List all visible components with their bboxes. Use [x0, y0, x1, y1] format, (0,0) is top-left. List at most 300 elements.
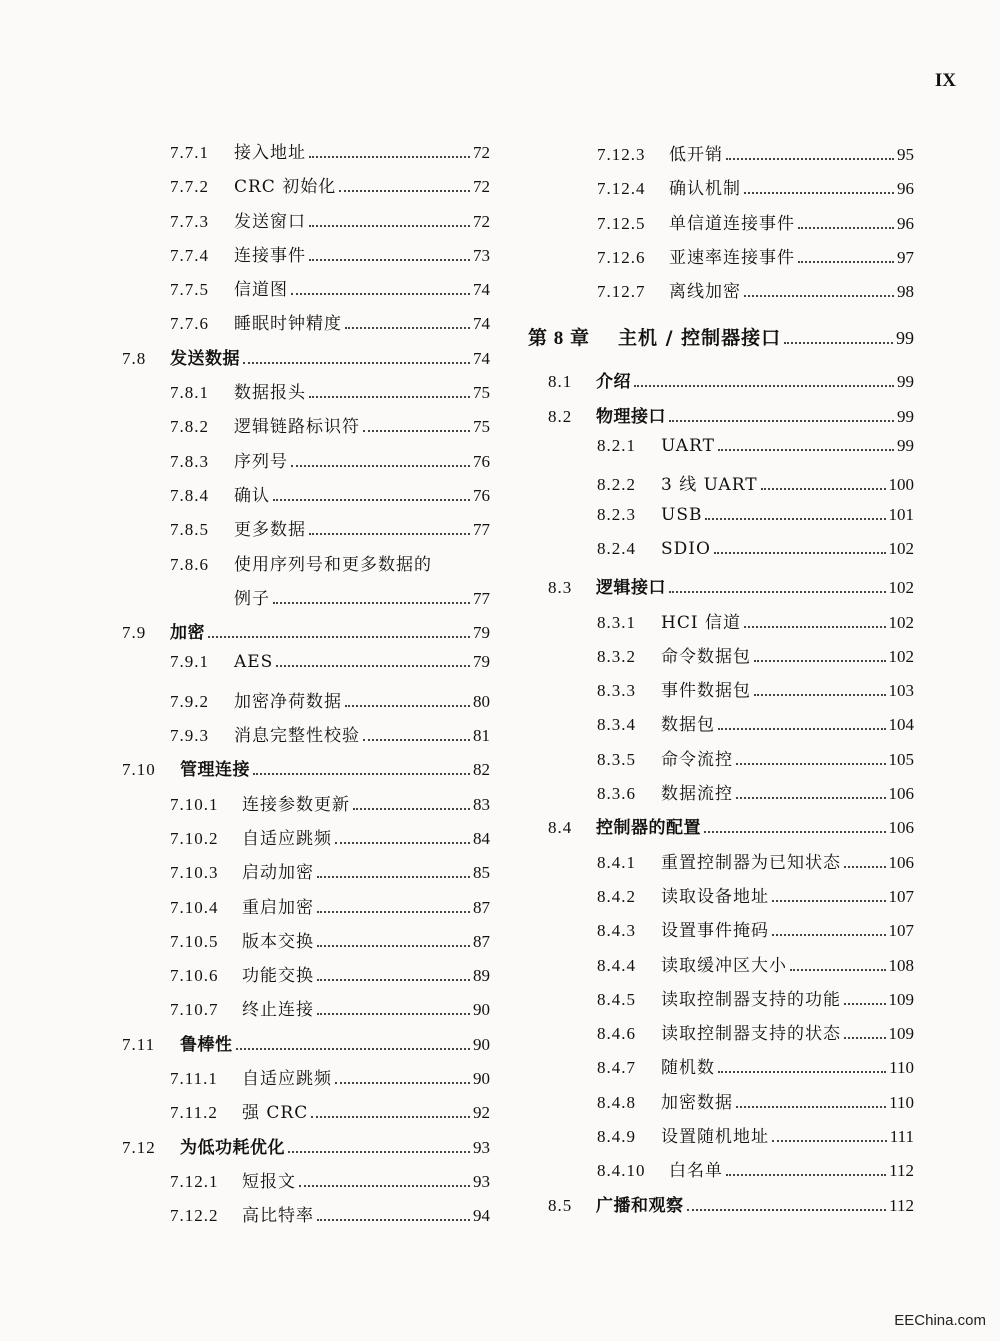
- toc-entry-page: 90: [473, 1034, 490, 1054]
- toc-entry-title: 低开销: [669, 145, 723, 165]
- toc-entry-number: 8.4.1: [597, 852, 636, 872]
- toc-entry-page: 103: [888, 681, 914, 701]
- toc-entry-page: 102: [888, 612, 914, 632]
- toc-entry-title: 自适应跳频: [242, 828, 332, 849]
- toc-subsection-entry[interactable]: [528, 277, 914, 311]
- toc-entry-title: AES: [234, 652, 274, 673]
- toc-entry-page: 92: [473, 1103, 490, 1123]
- toc-entry-title: 读取设备地址: [661, 886, 769, 907]
- toc-entry-page: 110: [889, 1092, 914, 1112]
- dot-leader: [844, 1003, 886, 1005]
- dot-leader: [309, 396, 470, 398]
- toc-entry-number: 8.4.10: [597, 1161, 646, 1181]
- toc-entry-page: 102: [888, 578, 914, 598]
- toc-entry-page: 82: [473, 760, 490, 780]
- toc-entry-title: 数据报头: [234, 383, 306, 404]
- toc-section-entry[interactable]: [118, 755, 490, 789]
- toc-subsection-entry[interactable]: [118, 790, 490, 824]
- toc-entry-number: 8.3.1: [597, 612, 636, 632]
- toc-subsection-entry[interactable]: [118, 481, 490, 515]
- dot-leader: [363, 430, 470, 432]
- toc-entry-title: 设置事件掩码: [661, 921, 769, 942]
- toc-entry-number: 8.3.2: [597, 646, 636, 666]
- toc-entry-title: 消息完整性校验: [234, 726, 360, 747]
- toc-entry-page: 100: [888, 475, 914, 495]
- toc-entry-number: 8.3.3: [597, 681, 636, 701]
- dot-leader: [253, 773, 470, 775]
- toc-entry-page: 96: [897, 179, 914, 199]
- watermark: EEChina.com: [894, 1312, 986, 1329]
- toc-entry-number: 7.12.6: [597, 247, 646, 267]
- toc-entry-page: 72: [473, 211, 490, 231]
- dot-leader: [291, 293, 470, 295]
- toc-entry-number: 7.9.3: [170, 726, 209, 746]
- toc-entry-title: 事件数据包: [661, 681, 751, 702]
- toc-subsection-entry[interactable]: [118, 1167, 490, 1201]
- toc-entry-number: 8.4.5: [597, 989, 636, 1009]
- toc-entry-page: 97: [897, 247, 914, 267]
- dot-leader: [705, 518, 885, 520]
- toc-entry-page: 112: [889, 1161, 914, 1181]
- toc-entry-number: 7.12.4: [597, 179, 646, 199]
- toc-entry-page: 77: [473, 520, 490, 540]
- toc-entry-page: 90: [473, 1069, 490, 1089]
- toc-entry-number: 7.8: [122, 348, 147, 368]
- toc-subsection-entry[interactable]: [118, 824, 490, 858]
- toc-entry-title: 管理连接: [180, 760, 250, 781]
- toc-subsection-entry[interactable]: [528, 916, 914, 950]
- dot-leader: [345, 705, 470, 707]
- toc-entry-page: 80: [473, 691, 490, 711]
- toc-entry-number: 8.4.9: [597, 1127, 636, 1147]
- toc-entry-number: 7.7.6: [170, 314, 209, 334]
- dot-leader: [744, 295, 894, 297]
- toc-subsection-entry[interactable]: [528, 436, 914, 470]
- dot-leader: [736, 763, 886, 765]
- toc-entry-title: 重置控制器为已知状态: [661, 852, 841, 873]
- dot-leader: [687, 1209, 887, 1211]
- toc-entry-number: 8.4.4: [597, 955, 636, 975]
- toc-subsection-entry[interactable]: [118, 584, 490, 618]
- toc-section-entry[interactable]: [118, 344, 490, 378]
- toc-chapter-entry[interactable]: [528, 323, 914, 365]
- toc-entry-page: 79: [473, 623, 490, 643]
- toc-entry-number: 8.3.4: [597, 715, 636, 735]
- toc-entry-number: 7.7.4: [170, 245, 209, 265]
- toc-entry-number: 7.10.5: [170, 931, 219, 951]
- dot-leader: [291, 465, 470, 467]
- toc-entry-page: 99: [897, 436, 914, 456]
- toc-subsection-entry[interactable]: [528, 243, 914, 277]
- toc-subsection-entry[interactable]: [118, 927, 490, 961]
- dot-leader: [335, 842, 470, 844]
- toc-entry-page: 74: [473, 348, 490, 368]
- toc-entry-page: 104: [888, 715, 914, 735]
- toc-entry-number: 7.10.3: [170, 863, 219, 883]
- toc-entry-number: 7.11.2: [170, 1103, 218, 1123]
- toc-entry-number: 7.12.2: [170, 1206, 219, 1226]
- toc-entry-number: 8.4.8: [597, 1092, 636, 1112]
- toc-entry-page: 98: [897, 282, 914, 302]
- toc-subsection-entry[interactable]: [118, 515, 490, 549]
- toc-entry-title: 确认: [234, 485, 270, 506]
- toc-entry-title: 发送数据: [170, 348, 240, 369]
- toc-entry-number: 8.4.3: [597, 921, 636, 941]
- toc-subsection-entry[interactable]: [118, 309, 490, 343]
- toc-subsection-entry[interactable]: [118, 172, 490, 206]
- toc-subsection-entry[interactable]: [528, 676, 914, 710]
- toc-entry-page: 95: [897, 145, 914, 164]
- toc-subsection-entry[interactable]: [118, 241, 490, 275]
- toc-entry-page: 76: [473, 485, 490, 505]
- toc-entry-number: 7.7.3: [170, 211, 209, 231]
- dot-leader: [345, 327, 470, 329]
- toc-entry-page: 75: [473, 417, 490, 437]
- dot-leader: [744, 192, 894, 194]
- dot-leader: [317, 911, 470, 913]
- toc-section-entry[interactable]: [528, 813, 914, 847]
- dot-leader: [363, 739, 470, 741]
- toc-entry-title: 读取缓冲区大小: [661, 955, 787, 976]
- toc-subsection-entry[interactable]: [528, 710, 914, 744]
- dot-leader: [309, 225, 470, 227]
- toc-entry-page: 83: [473, 794, 490, 814]
- toc-entry-number: 7.8.6: [170, 554, 209, 574]
- toc-entry-page: 102: [888, 646, 914, 666]
- toc-entry-title: 数据包: [661, 715, 715, 736]
- dot-leader: [772, 934, 886, 936]
- toc-entry-title: CRC 初始化: [234, 177, 337, 198]
- toc-subsection-entry[interactable]: [118, 207, 490, 241]
- dot-leader: [669, 420, 894, 422]
- toc-entry-title: 信道图: [234, 280, 288, 301]
- toc-entry-number: 7.10.4: [170, 897, 219, 917]
- dot-leader: [718, 728, 886, 730]
- toc-subsection-entry[interactable]: [118, 961, 490, 995]
- dot-leader: [288, 1151, 470, 1153]
- dot-leader: [714, 552, 886, 554]
- toc-subsection-entry[interactable]: [118, 138, 490, 172]
- toc-entry-title: 逻辑接口: [596, 578, 666, 599]
- dot-leader: [772, 900, 886, 902]
- toc-entry-page: 94: [473, 1206, 490, 1226]
- toc-subsection-entry[interactable]: [528, 745, 914, 779]
- toc-entry-number: 7.10.7: [170, 1000, 219, 1020]
- toc-entry-title: 物理接口: [596, 406, 666, 427]
- toc-entry-number: 8.2.1: [597, 436, 636, 456]
- toc-entry-title: 单信道连接事件: [669, 213, 795, 234]
- toc-entry-page: 72: [473, 177, 490, 197]
- toc-entry-title: 连接事件: [234, 245, 306, 266]
- toc-entry-title: 重启加密: [242, 897, 314, 918]
- toc-entry-title: 例子: [234, 588, 270, 609]
- toc-subsection-entry[interactable]: [528, 174, 914, 208]
- toc-entry-number: 7.12.3: [597, 145, 646, 164]
- toc-subsection-entry[interactable]: [118, 275, 490, 309]
- toc-entry-page: 99: [896, 328, 914, 349]
- dot-leader: [276, 665, 470, 667]
- toc-entry-number: 8.4.7: [597, 1058, 636, 1078]
- toc-entry-title: HCI 信道: [661, 612, 741, 633]
- toc-entry-page: 110: [889, 1058, 914, 1078]
- toc-entry-title: 命令数据包: [661, 646, 751, 667]
- dot-leader: [669, 591, 886, 593]
- toc-entry-title: 读取控制器支持的功能: [661, 989, 841, 1010]
- toc-entry-title: 主机 / 控制器接口: [618, 327, 782, 350]
- dot-leader: [754, 660, 886, 662]
- toc-entry-page: 107: [888, 921, 914, 941]
- toc-section-entry[interactable]: [118, 1133, 490, 1167]
- dot-leader: [299, 1185, 470, 1187]
- toc-entry-page: 85: [473, 863, 490, 883]
- toc-entry-number: 7.8.1: [170, 383, 209, 403]
- toc-entry-title: UART: [661, 436, 715, 457]
- toc-entry-page: 106: [888, 852, 914, 872]
- toc-entry-page: 108: [888, 955, 914, 975]
- toc-entry-number: 7.9.1: [170, 652, 209, 672]
- toc-entry-number: 7.10.1: [170, 794, 219, 814]
- toc-entry-page: 87: [473, 897, 490, 917]
- dot-leader: [844, 1037, 886, 1039]
- toc-entry-title: 功能交换: [242, 966, 314, 987]
- toc-section-entry[interactable]: [118, 1030, 490, 1064]
- toc-subsection-entry[interactable]: [528, 608, 914, 642]
- dot-leader: [844, 866, 886, 868]
- toc-subsection-entry[interactable]: [118, 858, 490, 892]
- toc-entry-title: 控制器的配置: [596, 818, 701, 839]
- dot-leader: [309, 533, 470, 535]
- toc-entry-page: 93: [473, 1137, 490, 1157]
- toc-entry-number: 7.9.2: [170, 691, 209, 711]
- toc-entry-page: 109: [888, 1024, 914, 1044]
- dot-leader: [273, 499, 470, 501]
- toc-subsection-entry[interactable]: [118, 378, 490, 412]
- toc-entry-title: 加密净荷数据: [234, 691, 342, 712]
- toc-entry-page: 76: [473, 451, 490, 471]
- dot-leader: [317, 1219, 470, 1221]
- toc-entry-number: 7.10.6: [170, 966, 219, 986]
- toc-entry-number: 7.8.4: [170, 485, 209, 505]
- toc-entry-title: USB: [661, 504, 703, 525]
- toc-entry-page: 74: [473, 280, 490, 300]
- toc-entry-title: 短报文: [242, 1171, 296, 1192]
- dot-leader: [317, 945, 470, 947]
- toc-entry-number: 8.1: [548, 372, 573, 392]
- toc-entry-page: 99: [897, 372, 914, 392]
- toc-entry-page: 75: [473, 383, 490, 403]
- toc-entry-number: 7.8.3: [170, 451, 209, 471]
- toc-entry-number: 7.9: [122, 623, 147, 643]
- dot-leader: [339, 190, 470, 192]
- toc-subsection-entry[interactable]: [118, 687, 490, 721]
- toc-entry-number: 7.10: [122, 760, 156, 780]
- toc-entry-title: 加密: [170, 623, 205, 644]
- toc-entry-number: 8.5: [548, 1195, 573, 1215]
- toc-entry-title: 读取控制器支持的状态: [661, 1024, 841, 1045]
- toc-subsection-entry[interactable]: [528, 1053, 914, 1087]
- dot-leader: [335, 1082, 470, 1084]
- toc-entry-title: 终止连接: [242, 1000, 314, 1021]
- toc-entry-page: 89: [473, 966, 490, 986]
- toc-entry-title: 介绍: [596, 372, 631, 393]
- toc-entry-title: 版本交换: [242, 931, 314, 952]
- toc-entry-page: 109: [888, 989, 914, 1009]
- toc-subsection-entry[interactable]: [528, 140, 914, 174]
- toc-entry-title: 序列号: [234, 451, 288, 472]
- toc-entry-title: 更多数据: [234, 520, 306, 541]
- dot-leader: [790, 969, 886, 971]
- toc-entry-title: 鲁棒性: [180, 1034, 233, 1055]
- toc-entry-number: 7.7.5: [170, 280, 209, 300]
- toc-entry-title: 3 线 UART: [661, 475, 758, 496]
- dot-leader: [784, 342, 893, 344]
- toc-subsection-entry[interactable]: [528, 539, 914, 573]
- dot-leader: [273, 602, 470, 604]
- toc-entry-number: 7.12: [122, 1137, 156, 1157]
- dot-leader: [736, 1106, 886, 1108]
- toc-entry-page: 72: [473, 143, 490, 162]
- toc-entry-page: 96: [897, 213, 914, 233]
- toc-entry-title: 广播和观察: [596, 1195, 684, 1216]
- toc-section-entry[interactable]: [528, 573, 914, 607]
- dot-leader: [704, 831, 886, 833]
- dot-leader: [718, 449, 894, 451]
- toc-entry-page: 93: [473, 1171, 490, 1191]
- toc-entry-title: 数据流控: [661, 784, 733, 805]
- dot-leader: [761, 488, 886, 490]
- toc-section-entry[interactable]: [118, 618, 490, 652]
- toc-entry-title: 睡眠时钟精度: [234, 314, 342, 335]
- dot-leader: [236, 1048, 471, 1050]
- toc-entry-title: SDIO: [661, 538, 711, 559]
- toc-entry-number: 7.7.1: [170, 143, 209, 162]
- toc-entry-page: 74: [473, 314, 490, 334]
- toc-entry-number: 7.12.5: [597, 213, 646, 233]
- toc-subsection-entry[interactable]: [118, 550, 490, 584]
- dot-leader: [726, 1174, 886, 1176]
- toc-entry-number: 8.2.2: [597, 475, 636, 495]
- toc-entry-page: 105: [888, 749, 914, 769]
- toc-subsection-entry[interactable]: [528, 505, 914, 539]
- dot-leader: [772, 1140, 887, 1142]
- toc-entry-number: 7.12.1: [170, 1171, 219, 1191]
- toc-entry-title: 强 CRC: [242, 1103, 309, 1124]
- toc-section-entry[interactable]: [528, 1191, 914, 1225]
- toc-subsection-entry[interactable]: [528, 209, 914, 243]
- toc-subsection-entry[interactable]: [528, 1156, 914, 1190]
- toc-entry-number: 8.3.6: [597, 784, 636, 804]
- toc-subsection-entry[interactable]: [118, 412, 490, 446]
- toc-entry-title: 启动加密: [242, 863, 314, 884]
- toc-entry-title: 设置随机地址: [661, 1127, 769, 1148]
- toc-entry-title: 随机数: [661, 1058, 715, 1079]
- toc-entry-number: 8.3.5: [597, 749, 636, 769]
- toc-subsection-entry[interactable]: [118, 447, 490, 481]
- toc-entry-number: 8.2: [548, 406, 573, 426]
- dot-leader: [317, 979, 470, 981]
- toc-entry-page: 102: [888, 538, 914, 558]
- toc-subsection-entry[interactable]: [118, 1064, 490, 1098]
- toc-section-entry[interactable]: [528, 367, 914, 401]
- dot-leader: [798, 261, 894, 263]
- toc-entry-page: 84: [473, 828, 490, 848]
- toc-subsection-entry[interactable]: [528, 951, 914, 985]
- toc-left-column: [118, 138, 490, 1236]
- dot-leader: [634, 385, 894, 387]
- dot-leader: [744, 626, 886, 628]
- toc-subsection-entry[interactable]: [118, 721, 490, 755]
- toc-entry-title: 加密数据: [661, 1092, 733, 1113]
- toc-subsection-entry[interactable]: [118, 893, 490, 927]
- toc-entry-title: 命令流控: [661, 749, 733, 770]
- toc-subsection-entry[interactable]: [118, 995, 490, 1029]
- toc-entry-page: 81: [473, 726, 490, 746]
- dot-leader: [317, 1013, 470, 1015]
- toc-entry-number: 7.11: [122, 1034, 156, 1054]
- toc-subsection-entry[interactable]: [528, 1122, 914, 1156]
- toc-entry-page: 106: [888, 818, 914, 838]
- toc-entry-page: 99: [897, 406, 914, 426]
- dot-leader: [726, 158, 894, 160]
- toc-entry-number: 7.8.5: [170, 520, 209, 540]
- toc-subsection-entry[interactable]: [528, 470, 914, 504]
- toc-entry-page: 101: [888, 504, 914, 524]
- toc-entry-page: 87: [473, 931, 490, 951]
- toc-subsection-entry[interactable]: [528, 985, 914, 1019]
- toc-subsection-entry[interactable]: [528, 848, 914, 882]
- toc-entry-number: 7.8.2: [170, 417, 209, 437]
- toc-subsection-entry[interactable]: [528, 1088, 914, 1122]
- dot-leader: [353, 808, 470, 810]
- toc-entry-number: 7.11.1: [170, 1069, 218, 1089]
- dot-leader: [754, 694, 886, 696]
- toc-subsection-entry[interactable]: [528, 642, 914, 676]
- toc-entry-page: 77: [473, 588, 490, 608]
- toc-subsection-entry[interactable]: [118, 1201, 490, 1235]
- toc-subsection-entry[interactable]: [528, 779, 914, 813]
- toc-entry-page: 79: [473, 652, 490, 672]
- toc-entry-number: 8.4: [548, 818, 573, 838]
- toc-entry-title: 确认机制: [669, 179, 741, 200]
- toc-subsection-entry[interactable]: [118, 1098, 490, 1132]
- page-number: IX: [934, 70, 956, 91]
- toc-entry-title: 白名单: [669, 1161, 723, 1182]
- toc-entry-title: 亚速率连接事件: [669, 247, 795, 268]
- toc-subsection-entry[interactable]: [118, 652, 490, 686]
- toc-entry-number: 8.4.6: [597, 1024, 636, 1044]
- toc-entry-page: 90: [473, 1000, 490, 1020]
- dot-leader: [309, 156, 470, 158]
- toc-entry-title: 为低功耗优化: [180, 1137, 285, 1158]
- dot-leader: [736, 797, 886, 799]
- toc-subsection-entry[interactable]: [528, 882, 914, 916]
- toc-entry-title: 发送窗口: [234, 211, 306, 232]
- dot-leader: [208, 636, 470, 638]
- toc-subsection-entry[interactable]: [528, 1019, 914, 1053]
- toc-entry-page: 107: [888, 886, 914, 906]
- toc-entry-number: 8.2.3: [597, 504, 636, 524]
- toc-entry-title: 离线加密: [669, 282, 741, 303]
- dot-leader: [317, 876, 470, 878]
- dot-leader: [718, 1071, 886, 1073]
- toc-section-entry[interactable]: [528, 402, 914, 436]
- dot-leader: [309, 259, 470, 261]
- toc-right-column: [528, 140, 914, 1225]
- toc-entry-number: 7.7.2: [170, 177, 209, 197]
- toc-entry-title: 高比特率: [242, 1206, 314, 1227]
- dot-leader: [311, 1116, 470, 1118]
- toc-entry-page: 112: [889, 1195, 914, 1215]
